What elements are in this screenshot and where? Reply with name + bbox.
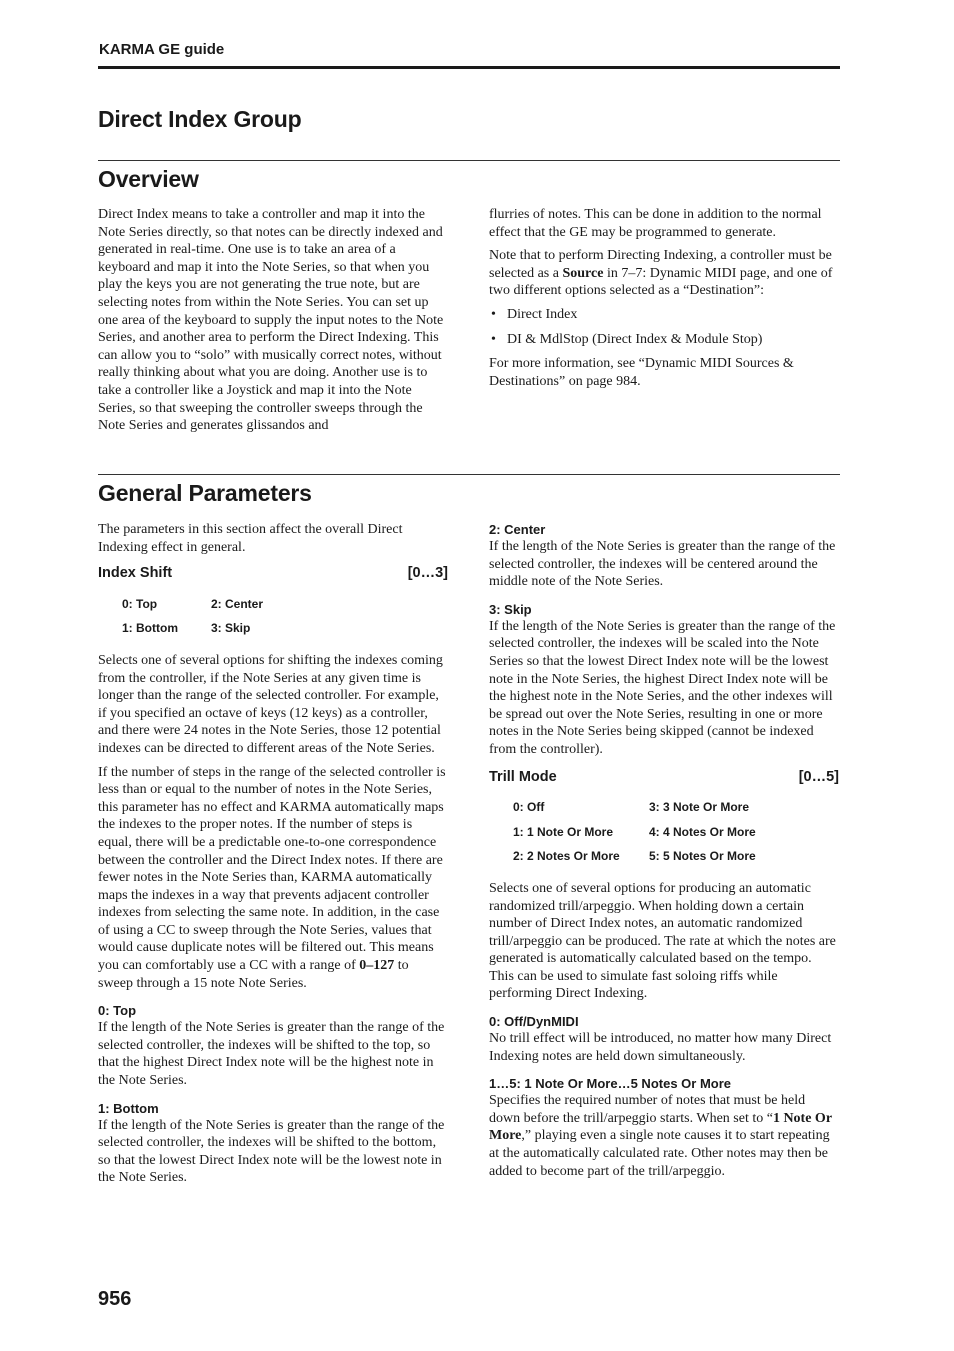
- divider: [98, 160, 840, 161]
- body-paragraph: No trill effect will be introduced, no matter how many Direct Indexing notes are held down simultaneously.: [489, 1031, 832, 1064]
- text-run: in 7–7: Dynamic MIDI page, and one of two different options selected as a “Destination”:: [489, 265, 833, 299]
- option-label: 2: 2 Notes Or More: [513, 849, 620, 864]
- body-paragraph: Selects one of several options for producing an automatic randomized trill/arpeggio. When holding down a certain number of Direct Index notes, an automatic randomized trill/arpeggio can be produced. The rate at which the notes are generated is automatically calculated based on the tempo. This can be used to simulate fast soloing riffs while performing Direct Indexing.: [489, 880, 836, 1002]
- option-notes-heading: 1…5: 1 Note Or More…5 Notes Or More: [489, 1076, 731, 1092]
- option-label: 0: Off: [513, 800, 545, 815]
- general-parameters-heading: General Parameters: [98, 480, 312, 506]
- param-label: Trill Mode: [489, 768, 557, 785]
- option-label: 3: 3 Note Or More: [649, 800, 750, 815]
- overview-paragraph: Direct Index means to take a controller and map it into the Note Series directly, so that notes can be directly indexed and generated in real-time. One use is to take an area of a keyboard and map it into the Note Series, so that when you play the keys you are not generating the true note, but are selecting notes from within the Note Series. You can set up one area of the keyboard to supply the input notes to the Note Series, and another area to perform the Direct Indexing. This can allow you to “solo” with musically correct notes, without really thinking about what you are doing. Another use is to take a controller like a Joystick and map it into the Note Series, so that sweeping the controller sweeps through the Note Series and generates glissandos and: [98, 207, 444, 434]
- option-label: 3: Skip: [211, 621, 251, 636]
- intro-paragraph: The parameters in this section affect the overall Direct Indexing effect in general.: [98, 522, 403, 555]
- option-label: 0: Top: [122, 596, 158, 611]
- body-paragraph: If the length of the Note Series is greater than the range of the selected controller, the indexes will be shifted to the bottom, so that the lowest Direct Index note will be the lowest note in the Note Series.: [98, 1117, 445, 1186]
- general-left-column: [98, 521, 446, 1193]
- body-paragraph: If the length of the Note Series is greater than the range of the selected controller, the indexes will be scaled into the Note Series so that the lowest Direct Index note will be the lowest note in the Note Series, the highest Direct Index note will be the highest note in the Note Series, and the other indexes will be spread out over the Note Series, resulting in one or more notes in the Note Series being skipped (cannot be indexed from the controller).: [489, 618, 836, 757]
- text-run: Specifies the required number of notes that must be held down before the trill/arpeggio starts. When set to “: [489, 1093, 806, 1126]
- param-label: Index Shift: [98, 565, 173, 582]
- overview-left-column: [98, 206, 446, 441]
- text-run: ,” playing even a single note causes it to start repeating at the automatically calculated rate. Other notes may then be added to become part of the trill/arpeggio.: [489, 1128, 830, 1179]
- option-bottom-heading: 1: Bottom: [98, 1100, 159, 1116]
- trill-mode-heading: [489, 769, 839, 787]
- option-label: 1: Bottom: [122, 621, 178, 636]
- index-shift-heading: [98, 565, 448, 583]
- option-top-heading: 0: Top: [98, 1003, 137, 1019]
- list-item: • Direct Index: [489, 306, 839, 324]
- option-skip-heading: 3: Skip: [489, 601, 532, 617]
- bold-term: 0–127: [359, 958, 395, 974]
- text-run: to sweep through a 15 note Note Series.: [98, 958, 409, 991]
- overview-right-column: [489, 206, 839, 396]
- body-paragraph: If the length of the Note Series is greater than the range of the selected controller, the indexes will be shifted to the top, so that the highest Direct Index note will be the highest note in the Note Series.: [98, 1020, 445, 1089]
- option-label: 1: 1 Note Or More: [513, 824, 614, 839]
- overview-paragraph: flurries of notes. This can be done in addition to the normal effect that the GE may be programmed to generate.: [489, 207, 822, 240]
- divider: [98, 474, 840, 475]
- overview-paragraph: [489, 247, 839, 300]
- running-header: KARMA GE guide: [99, 41, 225, 58]
- option-label: 2: Center: [211, 596, 264, 611]
- option-label: 5: 5 Notes Or More: [649, 849, 756, 864]
- trill-mode-options: [513, 799, 839, 866]
- option-center-heading: 2: Center: [489, 522, 546, 537]
- option-off-heading: 0: Off/DynMIDI: [489, 1014, 579, 1030]
- body-paragraph: [489, 1092, 839, 1180]
- param-range: [0…3]: [407, 565, 448, 582]
- param-range: [0…5]: [798, 768, 839, 785]
- text-run: If the number of steps in the range of the selected controller is less than or equal to the number of notes in the Note Series, this parameter has no effect and KARMA automatically maps the indexes to the proper notes. If the number of steps is equal, there will be a predictable one-to-one correspondence between the controller and the Direct Index notes. If there are fewer notes in the Note Series than, KARMA automatically maps the indexes in a way that prevents adjacent controller indexes from selecting the same note. In addition, in the case of using a CC to sweep through the Note Series, values that would cause duplicate notes will be filtered out. This means you can comfortably use a CC with a range of: [98, 764, 446, 974]
- text-run: Note that to perform Directing Indexing, a controller must be selected as a: [489, 248, 832, 281]
- section-title: Direct Index Group: [98, 106, 302, 132]
- destination-list: [489, 306, 839, 348]
- bold-term: 1 Note Or More: [489, 1110, 832, 1144]
- body-paragraph: Selects one of several options for shifting the indexes coming from the controller, if the Note Series at any given time is longer than the range of the selected controller. For example, if you specified an octave of keys (12 keys) as a controller, and there were 24 notes in the Note Series, those 12 potential indexes can be directed to different areas of the Note Series.: [98, 652, 443, 756]
- index-shift-options: [122, 596, 446, 638]
- option-label: 4: 4 Notes Or More: [649, 824, 756, 839]
- header-rule: [98, 66, 840, 69]
- overview-paragraph: For more information, see “Dynamic MIDI Sources & Destinations” on page 984.: [489, 356, 794, 389]
- page-number: 956: [98, 1288, 132, 1310]
- list-item: • DI & MdlStop (Direct Index & Module Stop): [489, 331, 839, 349]
- body-paragraph: If the length of the Note Series is greater than the range of the selected controller, the indexes will be centered around the middle note of the Note Series.: [489, 539, 836, 590]
- overview-heading: Overview: [98, 166, 199, 192]
- body-paragraph: [98, 764, 446, 993]
- general-right-column: [489, 521, 839, 1186]
- bold-term: Source: [562, 265, 604, 281]
